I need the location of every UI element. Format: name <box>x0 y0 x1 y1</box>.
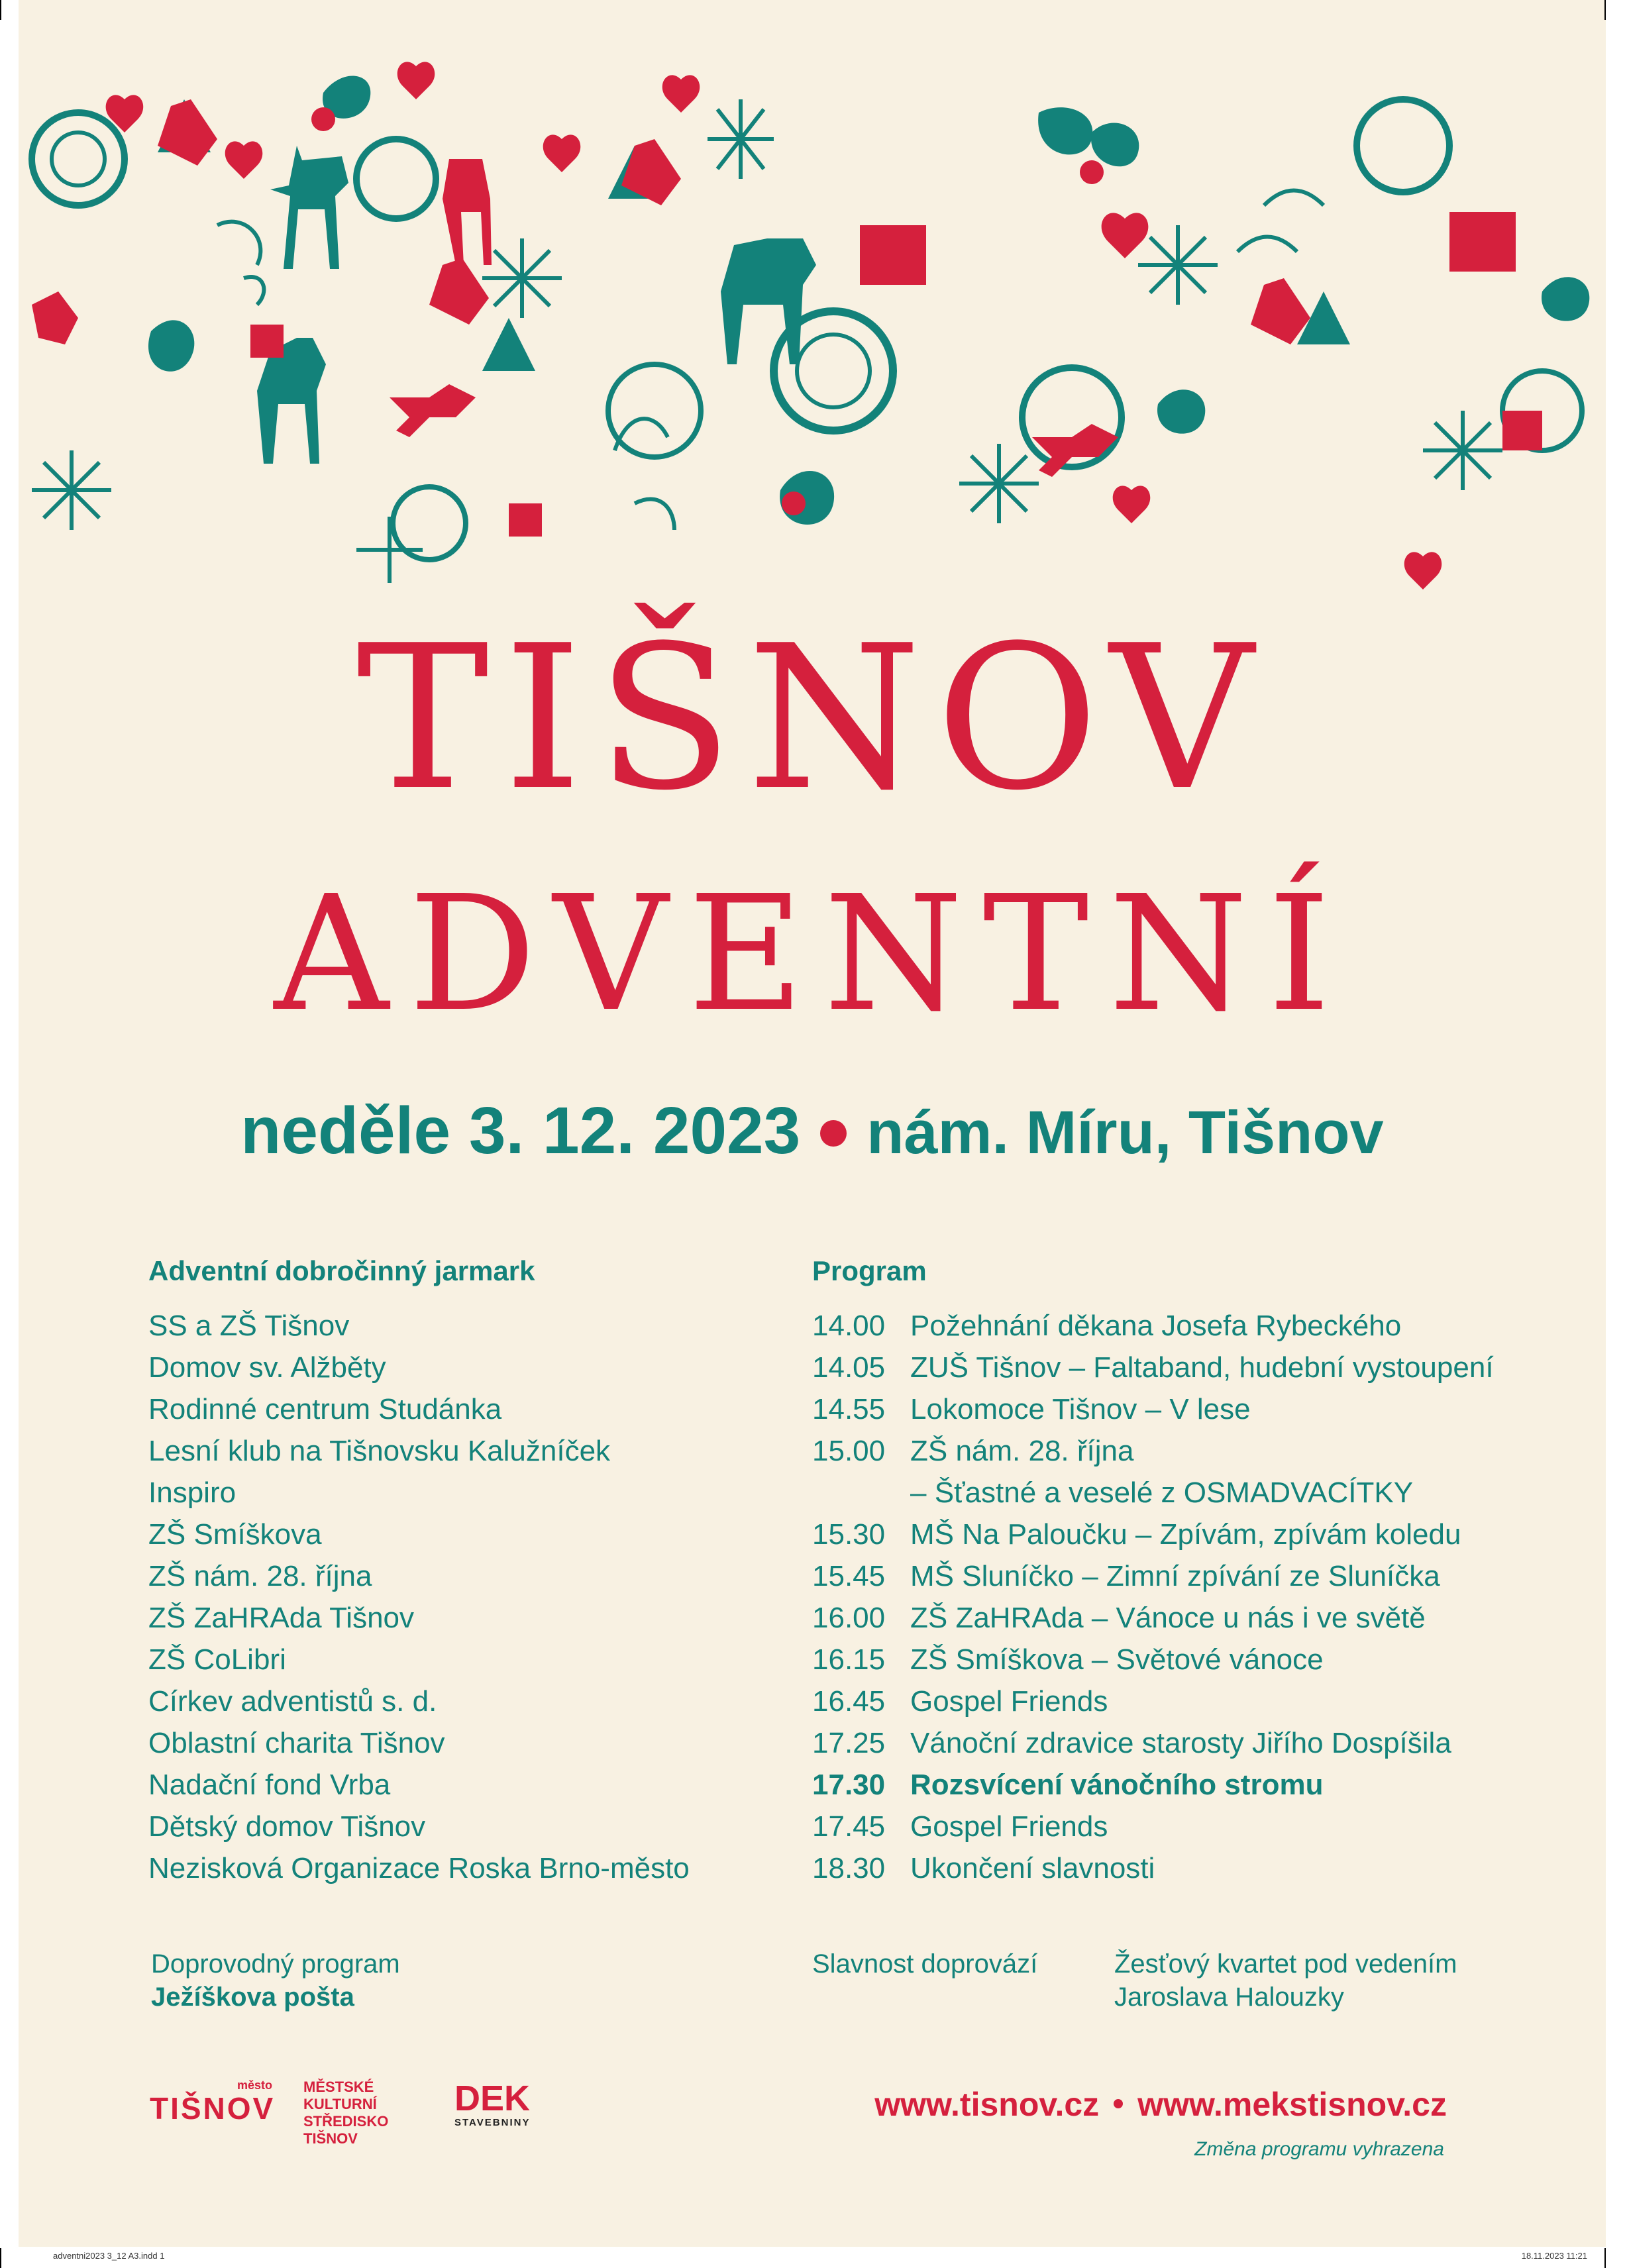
mks-tisnov-logo <box>303 2079 388 2147</box>
event-dateline <box>19 1094 1606 1169</box>
slug-date: 18.11.2023 11:21 <box>1521 2251 1587 2261</box>
program-row <box>812 1680 1541 1722</box>
program-time: 16.45 <box>812 1685 886 1718</box>
market-item: Dětský domov Tišnov <box>148 1810 426 1843</box>
program-text: MŠ Sluníčko – Zimní zpívání ze Sluníčka <box>910 1560 1440 1592</box>
accompaniment-line-1: Žesťový kvartet pod vedením <box>1114 1949 1457 1979</box>
program-row <box>812 1347 1541 1388</box>
program-row <box>812 1597 1541 1639</box>
program-row <box>812 1847 1541 1889</box>
companion-label: Doprovodný program <box>151 1949 400 1979</box>
dek-logo-sub: STAVEBNINY <box>454 2117 531 2128</box>
program-row-highlight <box>812 1764 1541 1806</box>
program-text: Požehnání děkana Josefa Rybeckého <box>910 1310 1402 1342</box>
program-time: 17.45 <box>812 1810 886 1843</box>
program-time: 15.00 <box>812 1435 886 1467</box>
program-text: Vánoční zdravice starosty Jiřího Dospíšila <box>910 1727 1451 1759</box>
program-time: 14.55 <box>812 1393 886 1425</box>
program-time: 14.05 <box>812 1351 886 1384</box>
market-item: Církev adventistů s. d. <box>148 1685 437 1718</box>
title-line-2: ADVENTNÍ <box>274 861 1351 1047</box>
mesto-tisnov-logo <box>150 2079 276 2126</box>
accompaniment-line-2: Jaroslava Halouzky <box>1114 1983 1344 2012</box>
program-text: ZŠ Smíškova – Světové vánoce <box>910 1643 1324 1676</box>
program-row <box>812 1806 1541 1847</box>
program-text: Ukončení slavnosti <box>910 1852 1155 1884</box>
mks-logo-line: TIŠNOV <box>303 2130 358 2147</box>
separator-dot <box>1114 2099 1123 2108</box>
program-row <box>812 1430 1541 1472</box>
market-item: Nezisková Organizace Roska Brno-město <box>148 1852 690 1884</box>
event-date: neděle 3. 12. 2023 <box>240 1094 801 1168</box>
market-item: Inspiro <box>148 1476 236 1509</box>
separator-dot <box>820 1120 847 1147</box>
market-item: ZŠ Smíškova <box>148 1518 322 1551</box>
poster <box>19 0 1606 2247</box>
program-text: Gospel Friends <box>910 1685 1108 1718</box>
dek-logo-text: DEK <box>454 2079 531 2118</box>
program-row <box>812 1555 1541 1597</box>
companion-value: Ježíškova pošta <box>151 1983 354 2012</box>
program-row <box>812 1722 1541 1764</box>
mks-logo-line: KULTURNÍ <box>303 2096 377 2112</box>
accompaniment-label: Slavnost doprovází <box>812 1949 1038 1979</box>
mesto-tisnov-logo-small: město <box>237 2079 273 2092</box>
program-time: 16.00 <box>812 1602 886 1634</box>
companion-program <box>151 1947 400 2014</box>
title-line-1: TIŠNOV <box>356 603 1268 834</box>
program-text: Rozsvícení vánočního stromu <box>910 1769 1324 1801</box>
program-row <box>812 1388 1541 1430</box>
program-text: – Šťastné a veselé z OSMADVACÍTKY <box>910 1476 1414 1509</box>
dek-logo <box>454 2080 530 2129</box>
mesto-tisnov-logo-text: TIŠNOV <box>150 2091 276 2126</box>
url-mekstisnov[interactable]: www.mekstisnov.cz <box>1137 2086 1447 2123</box>
program-time: 15.45 <box>812 1560 886 1592</box>
mks-logo-line: MĚSTSKÉ <box>303 2079 374 2095</box>
market-item: Lesní klub na Tišnovsku Kalužníček <box>148 1435 611 1467</box>
market-item: SS a ZŠ Tišnov <box>148 1310 350 1342</box>
market-item: Domov sv. Alžběty <box>148 1351 386 1384</box>
program-time: 18.30 <box>812 1852 886 1884</box>
program-row <box>812 1639 1541 1680</box>
url-tisnov[interactable]: www.tisnov.cz <box>874 2086 1100 2123</box>
market-heading: Adventní dobročinný jarmark <box>148 1255 535 1286</box>
program-time: 15.30 <box>812 1518 886 1551</box>
program-text: Gospel Friends <box>910 1810 1108 1843</box>
program-heading: Program <box>812 1255 927 1286</box>
program-text: ZŠ ZaHRAda – Vánoce u nás i ve světě <box>910 1602 1426 1634</box>
market-item: Oblastní charita Tišnov <box>148 1727 445 1759</box>
slug-file: adventni2023 3_12 A3.indd 1 <box>53 2251 165 2261</box>
program-text: ZŠ nám. 28. října <box>910 1435 1134 1467</box>
market-item: ZŠ nám. 28. října <box>148 1560 372 1592</box>
mks-logo-line: STŘEDISKO <box>303 2113 389 2130</box>
crop-mark <box>1604 0 1606 20</box>
market-column <box>148 1250 811 1889</box>
crop-mark <box>0 2248 1 2268</box>
program-time: 17.30 <box>812 1769 886 1801</box>
event-place: nám. Míru, Tišnov <box>866 1099 1384 1166</box>
program-time <box>812 1472 910 1514</box>
change-note: Změna programu vyhrazena <box>1194 2138 1444 2160</box>
market-item: Rodinné centrum Studánka <box>148 1393 502 1425</box>
accompaniment-value <box>1114 1947 1457 2014</box>
program-time: 16.15 <box>812 1643 886 1676</box>
program-time: 14.00 <box>812 1310 886 1342</box>
program-text: Lokomoce Tišnov – V lese <box>910 1393 1251 1425</box>
market-item: Nadační fond Vrba <box>148 1769 391 1801</box>
program-text: ZUŠ Tišnov – Faltaband, hudební vystoupení <box>910 1351 1494 1384</box>
program-text: MŠ Na Paloučku – Zpívám, zpívám koledu <box>910 1518 1461 1551</box>
program-time: 17.25 <box>812 1727 886 1759</box>
program-row <box>812 1305 1541 1347</box>
market-item: ZŠ ZaHRAda Tišnov <box>148 1602 415 1634</box>
program-row <box>812 1514 1541 1555</box>
christmas-ornament-border <box>19 40 1606 596</box>
market-item: ZŠ CoLibri <box>148 1643 286 1676</box>
program-row <box>812 1472 1541 1514</box>
website-links <box>874 2085 1447 2124</box>
crop-mark <box>1604 2248 1606 2268</box>
crop-mark <box>0 0 1 20</box>
program-column <box>812 1250 1541 1889</box>
